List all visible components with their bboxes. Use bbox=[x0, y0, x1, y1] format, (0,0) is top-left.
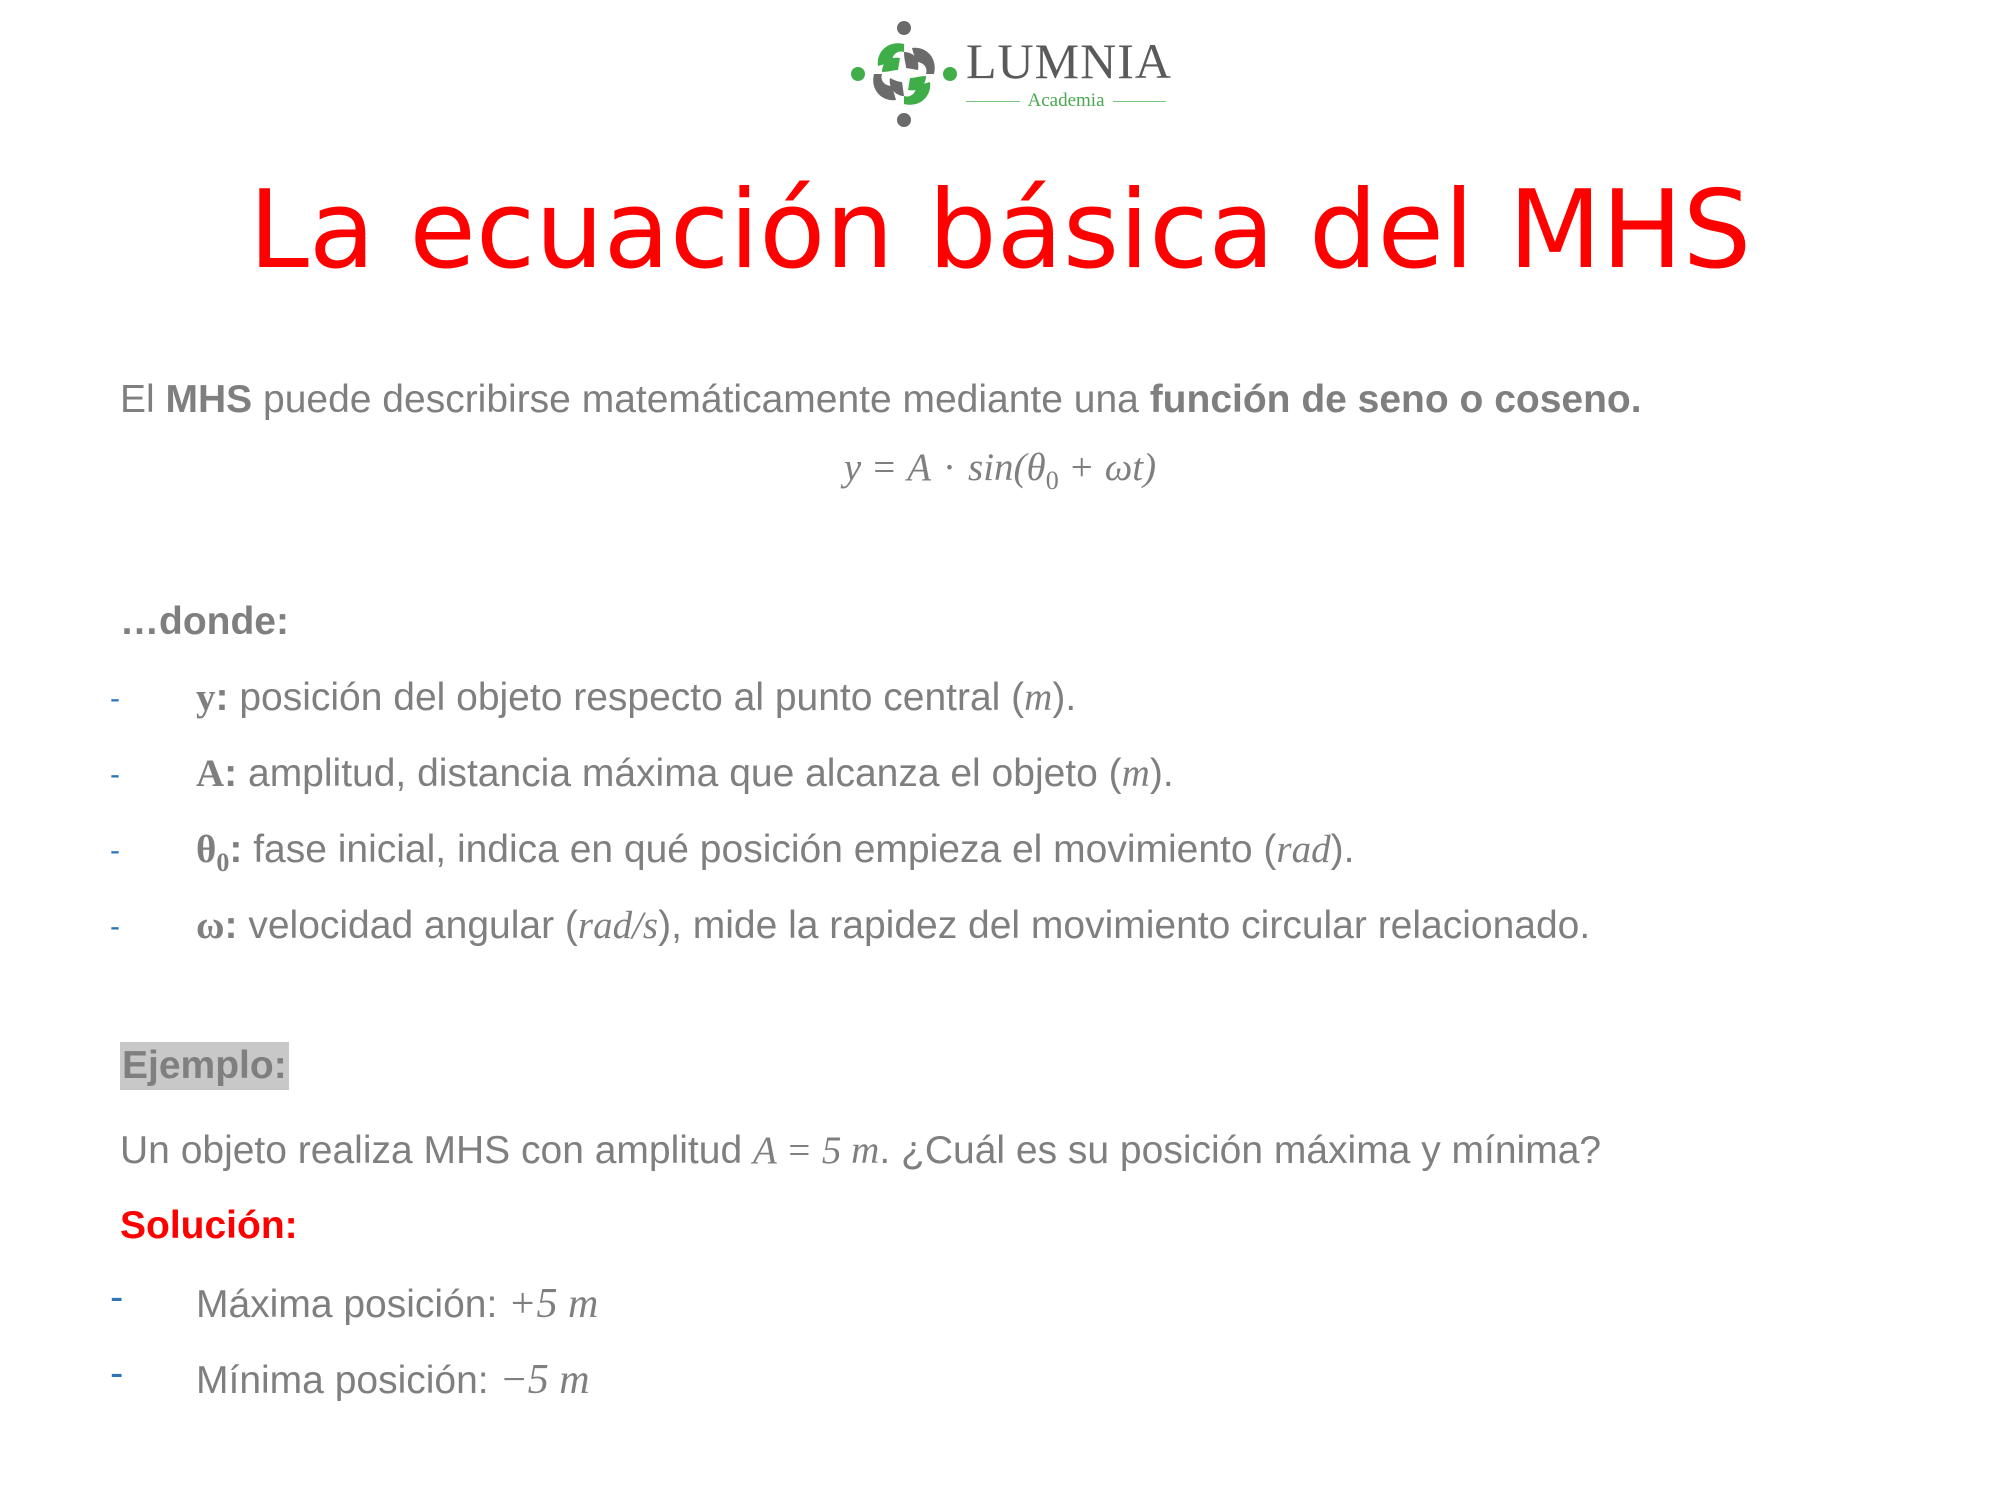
definition-text: posición del objeto respecto al punto central ( bbox=[228, 676, 1025, 719]
main-formula bbox=[0, 445, 2000, 496]
answer-value: +5 m bbox=[508, 1281, 599, 1327]
intro-bold-mhs: MHS bbox=[165, 378, 253, 421]
formula-fn: sin(θ bbox=[968, 446, 1046, 489]
answer-label: Mínima posición: bbox=[196, 1359, 500, 1402]
lumnia-emblem-icon bbox=[848, 18, 960, 130]
question-math: A = 5 m bbox=[752, 1129, 880, 1172]
definition-end: ). bbox=[1149, 752, 1174, 795]
answer-label: Máxima posición: bbox=[196, 1283, 509, 1326]
definition-item bbox=[196, 751, 1174, 796]
definition-symbol: y bbox=[196, 676, 216, 719]
example-question bbox=[120, 1128, 1601, 1173]
definition-item bbox=[196, 827, 1354, 878]
formula-plus: + bbox=[1070, 446, 1093, 489]
example-label: Ejemplo: bbox=[120, 1042, 289, 1090]
formula-eq: = bbox=[873, 446, 896, 489]
logo-name: LUMNIA bbox=[966, 33, 1172, 89]
formula-tail: ωt) bbox=[1104, 446, 1157, 489]
logo-rule-left bbox=[966, 101, 1020, 102]
page-title: La ecuación básica del MHS bbox=[248, 168, 1752, 293]
intro-middle: puede describirse matemáticamente mediante una bbox=[252, 378, 1150, 421]
intro-prefix: El bbox=[120, 378, 166, 421]
definition-colon: : bbox=[224, 752, 238, 795]
answer-item bbox=[196, 1280, 598, 1328]
answer-item bbox=[196, 1356, 590, 1404]
definition-colon: : bbox=[224, 904, 238, 947]
definition-unit: m bbox=[1121, 752, 1150, 795]
definition-text: amplitud, distancia máxima que alcanza el objeto ( bbox=[237, 752, 1122, 795]
definition-symbol: A bbox=[196, 752, 225, 795]
logo-rule-right bbox=[1113, 101, 1167, 102]
bullet-dash: - bbox=[110, 1275, 124, 1319]
definition-end: ), mide la rapidez del movimiento circular relacionado. bbox=[658, 904, 1591, 947]
formula-amp: A bbox=[907, 446, 932, 489]
intro-paragraph bbox=[120, 378, 1642, 422]
bullet-dash: - bbox=[110, 834, 120, 867]
definition-unit: m bbox=[1024, 676, 1053, 719]
definition-end: ). bbox=[1330, 828, 1355, 871]
definition-item bbox=[196, 903, 1590, 948]
definition-colon: : bbox=[215, 676, 229, 719]
question-post: . ¿Cuál es su posición máxima y mínima? bbox=[879, 1129, 1602, 1172]
bullet-dash: - bbox=[110, 682, 120, 715]
bullet-dash: - bbox=[110, 910, 120, 943]
answer-value: −5 m bbox=[499, 1357, 590, 1403]
definition-text: velocidad angular ( bbox=[237, 904, 578, 947]
definition-text: fase inicial, indica en qué posición empieza el movimiento ( bbox=[242, 828, 1277, 871]
formula-dot: · bbox=[943, 446, 957, 489]
definition-item bbox=[196, 675, 1076, 720]
definition-sub: 0 bbox=[216, 847, 230, 877]
logo-subtitle bbox=[966, 90, 1166, 112]
where-label: …donde: bbox=[120, 600, 289, 643]
question-pre: Un objeto realiza MHS con amplitud bbox=[120, 1129, 753, 1172]
definition-symbol: θ bbox=[196, 828, 217, 871]
solution-label: Solución: bbox=[120, 1204, 298, 1247]
definition-colon: : bbox=[229, 828, 243, 871]
definition-end: ). bbox=[1052, 676, 1077, 719]
definition-unit: rad bbox=[1276, 828, 1331, 871]
definition-unit: rad/s bbox=[577, 904, 659, 947]
logo-subtitle-text: Academia bbox=[1027, 90, 1105, 111]
logo bbox=[848, 18, 1178, 130]
formula-sub: 0 bbox=[1045, 465, 1059, 495]
bullet-dash: - bbox=[110, 1351, 124, 1395]
formula-lhs: y bbox=[843, 446, 862, 489]
definition-symbol: ω bbox=[196, 904, 225, 947]
bullet-dash: - bbox=[110, 758, 120, 791]
intro-bold-function: función de seno o coseno. bbox=[1149, 378, 1642, 421]
